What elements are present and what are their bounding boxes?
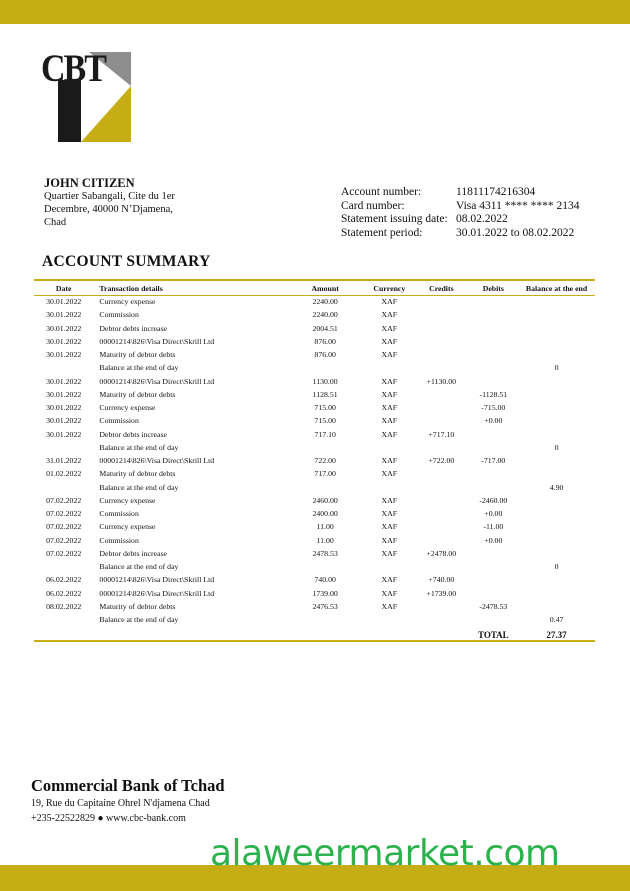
cell-amount: 876.00 [314, 350, 336, 360]
cell-credit: +722.00 [428, 456, 455, 466]
cell-date [34, 560, 93, 573]
cell-debit [469, 428, 519, 441]
cell-currency: XAF [381, 336, 398, 346]
table-row [34, 401, 595, 414]
cell-date [34, 613, 93, 626]
cell-credit [414, 441, 468, 454]
cell-currency: XAF [381, 350, 398, 360]
cell-details: Balance at the end of day [99, 562, 179, 572]
cell-balance [518, 494, 595, 507]
cell-debit [469, 560, 519, 573]
cell-credit: +717.10 [428, 429, 455, 439]
cell-amount: 740.00 [314, 575, 336, 585]
cell-debit: -1128.51 [479, 389, 508, 399]
transactions-body [34, 295, 595, 626]
cell-currency: XAF [381, 469, 398, 479]
table-row [34, 348, 595, 361]
cell-amount [286, 560, 365, 573]
cell-debit [469, 308, 519, 321]
cell-credit: +1739.00 [426, 588, 457, 598]
table-row [34, 414, 595, 427]
field-label: Card number: [341, 199, 405, 212]
cell-balance [518, 308, 595, 321]
table-row [34, 388, 595, 401]
field-value: 30.01.2022 to 08.02.2022 [456, 226, 575, 239]
cell-currency [365, 361, 415, 374]
cell-amount: 717.00 [314, 469, 336, 479]
cell-details: Balance at the end of day [99, 442, 179, 452]
cell-debit [469, 441, 519, 454]
cell-currency: XAF [381, 403, 398, 413]
cell-credit [414, 600, 468, 613]
cell-debit [469, 348, 519, 361]
cell-details: Currency expense [99, 403, 156, 413]
cell-amount: 876.00 [314, 336, 336, 346]
cell-date: 06.02.2022 [46, 588, 82, 598]
cell-currency: XAF [381, 376, 398, 386]
cell-date: 06.02.2022 [46, 575, 82, 585]
cell-credit [414, 361, 468, 374]
cell-debit: +0.00 [484, 416, 503, 426]
cell-amount: 717.10 [314, 429, 336, 439]
cell-balance [518, 295, 595, 308]
table-bottom-rule [34, 640, 595, 642]
cell-balance [518, 573, 595, 586]
cell-currency: XAF [381, 548, 398, 558]
cell-currency: XAF [381, 323, 398, 333]
table-row [34, 600, 595, 613]
cell-credit [414, 348, 468, 361]
cell-balance: 0.47 [549, 615, 564, 625]
table-row [34, 573, 595, 586]
cell-date: 30.01.2022 [46, 403, 82, 413]
cell-currency: XAF [381, 310, 398, 320]
cell-balance: 0 [554, 363, 559, 373]
cell-details: Debtor debts increase [99, 548, 167, 558]
cell-credit [414, 388, 468, 401]
cell-currency: XAF [381, 588, 398, 598]
cell-currency: XAF [381, 601, 398, 611]
cell-credit [414, 560, 468, 573]
table-row [34, 308, 595, 321]
transactions-table [34, 281, 595, 643]
field-label: Statement issuing date: [341, 213, 448, 225]
table-row [34, 481, 595, 494]
cell-debit: -715.00 [481, 403, 506, 413]
column-header: Balance at the end [525, 283, 588, 293]
total-label: TOTAL [477, 629, 509, 640]
cell-details: 00001214\826\Visa Direct\Skrill Ltd [99, 376, 215, 386]
address-line: Decembre, 40000 N’Djamena, [44, 204, 173, 215]
cell-debit: -2460.00 [479, 495, 508, 505]
cell-amount: 715.00 [314, 403, 336, 413]
cell-amount: 2478.53 [312, 548, 338, 558]
cell-credit [414, 295, 468, 308]
table-row [34, 428, 595, 441]
cell-amount [286, 441, 365, 454]
cell-balance [518, 375, 595, 388]
cell-date: 30.01.2022 [46, 323, 82, 333]
cell-amount: 11.00 [316, 535, 334, 545]
table-row [34, 520, 595, 533]
cell-debit [469, 613, 519, 626]
watermark-text: alaweermarket.com [210, 833, 560, 874]
bank-address: 19, Rue du Capitaine Ohrel N'djamena Chad [31, 798, 210, 809]
cell-amount: 2240.00 [312, 297, 338, 307]
cell-date [34, 481, 93, 494]
address-line: Quartier Sabangali, Cite du 1er [44, 191, 175, 202]
cell-details: Currency expense [99, 495, 156, 505]
column-header: Date [55, 283, 72, 293]
cell-currency: XAF [381, 416, 398, 426]
cell-details: Balance at the end of day [99, 482, 179, 492]
table-row [34, 361, 595, 374]
cell-date: 01.02.2022 [46, 469, 82, 479]
cell-amount: 1739.00 [312, 588, 338, 598]
cell-details: Balance at the end of day [99, 363, 179, 373]
cell-balance [518, 322, 595, 335]
cell-details: Debtor debts increase [99, 323, 167, 333]
cell-debit: -2478.53 [479, 601, 508, 611]
cell-currency: XAF [381, 509, 398, 519]
cell-balance [518, 547, 595, 560]
cell-currency: XAF [381, 575, 398, 585]
cell-balance [518, 388, 595, 401]
cell-debit: -11.00 [483, 522, 504, 532]
cell-date: 30.01.2022 [46, 336, 82, 346]
cell-credit [414, 322, 468, 335]
cell-currency [365, 441, 415, 454]
cell-debit [469, 467, 519, 480]
cell-debit: +0.00 [484, 535, 503, 545]
cell-details: Maturity of debtor debts [99, 350, 176, 360]
cell-details: Commission [99, 509, 139, 519]
cell-date: 30.01.2022 [46, 376, 82, 386]
cell-amount: 722.00 [314, 456, 336, 466]
table-row [34, 441, 595, 454]
customer-address-block [44, 176, 175, 229]
cell-details: Commission [99, 310, 139, 320]
table-row [34, 507, 595, 520]
table-row [34, 587, 595, 600]
cell-amount: 1130.00 [312, 376, 338, 386]
bank-logo [41, 47, 133, 142]
cell-credit [414, 414, 468, 427]
cell-balance [518, 335, 595, 348]
address-line: Chad [44, 217, 67, 228]
cell-balance [518, 600, 595, 613]
cell-date: 30.01.2022 [46, 416, 82, 426]
cell-details: 00001214\826\Visa Direct\Skrill Ltd [99, 456, 215, 466]
cell-balance [518, 401, 595, 414]
cell-details: Currency expense [99, 297, 156, 307]
cell-credit: +740.00 [428, 575, 455, 585]
field-label: Account number: [341, 186, 422, 198]
cell-balance [518, 507, 595, 520]
cell-date: 07.02.2022 [46, 548, 82, 558]
cell-date: 30.01.2022 [46, 297, 82, 307]
cell-currency [365, 560, 415, 573]
cell-details: Maturity of debtor debts [99, 469, 176, 479]
cell-debit [469, 361, 519, 374]
account-number-row [341, 186, 579, 200]
cell-debit [469, 547, 519, 560]
cell-details: Balance at the end of day [99, 615, 179, 625]
column-header: Currency [373, 283, 406, 293]
cell-date: 30.01.2022 [46, 350, 82, 360]
table-row [34, 335, 595, 348]
table-row [34, 295, 595, 308]
cell-balance [518, 520, 595, 533]
cell-details: 00001214\826\Visa Direct\Skrill Ltd [99, 336, 215, 346]
table-row [34, 322, 595, 335]
cell-credit [414, 481, 468, 494]
field-value: 08.02.2022 [456, 213, 508, 225]
cell-amount: 1128.51 [312, 389, 338, 399]
table-row [34, 375, 595, 388]
statement-period-row [341, 227, 579, 241]
field-value: 11811174216304 [456, 186, 536, 198]
cell-amount: 2460.00 [312, 495, 338, 505]
cell-currency [365, 481, 415, 494]
table-row [34, 534, 595, 547]
cell-amount [286, 361, 365, 374]
column-header: Debits [482, 283, 504, 293]
cell-amount [286, 481, 365, 494]
table-row [34, 467, 595, 480]
cell-balance [518, 587, 595, 600]
cell-currency: XAF [381, 389, 398, 399]
cell-balance [518, 348, 595, 361]
account-info-block [341, 186, 579, 240]
cell-debit: -717.00 [481, 456, 506, 466]
cell-currency: XAF [381, 456, 398, 466]
cell-date: 30.01.2022 [46, 310, 82, 320]
cell-credit [414, 613, 468, 626]
table-row [34, 454, 595, 467]
cell-date: 07.02.2022 [46, 509, 82, 519]
cell-date: 07.02.2022 [46, 495, 82, 505]
cell-balance [518, 534, 595, 547]
logo-text: CBT [41, 47, 105, 90]
cell-credit: +2478.00 [426, 548, 457, 558]
cell-credit [414, 401, 468, 414]
column-header: Transaction details [99, 283, 163, 293]
cell-balance: 0 [554, 562, 559, 572]
cell-credit [414, 308, 468, 321]
column-header: Credits [429, 283, 454, 293]
cell-date: 30.01.2022 [46, 429, 82, 439]
cell-amount: 2240.00 [312, 310, 338, 320]
account-summary-title: ACCOUNT SUMMARY [42, 253, 211, 270]
cell-credit [414, 467, 468, 480]
cell-debit [469, 375, 519, 388]
field-label: Statement period: [341, 226, 423, 239]
cell-debit [469, 335, 519, 348]
cell-currency: XAF [381, 535, 398, 545]
cell-amount: 2004.51 [312, 323, 338, 333]
cell-amount [286, 613, 365, 626]
total-value: 27.37 [546, 629, 567, 640]
cell-balance [518, 467, 595, 480]
cell-credit: +1130.00 [426, 376, 457, 386]
top-accent-bar [0, 0, 630, 24]
cell-currency: XAF [381, 522, 398, 532]
cell-credit [414, 534, 468, 547]
bank-footer [31, 776, 225, 825]
cell-details: 00001214\826\Visa Direct\Skrill Ltd [99, 575, 215, 585]
cell-credit [414, 507, 468, 520]
cell-details: Maturity of debtor debts [99, 389, 176, 399]
cell-currency: XAF [381, 429, 398, 439]
cell-amount: 715.00 [314, 416, 336, 426]
cell-balance: 0 [554, 442, 559, 452]
cell-details: Maturity of debtor debts [99, 601, 176, 611]
cell-details: Commission [99, 416, 139, 426]
cell-amount: 2400.00 [312, 509, 338, 519]
cell-debit [469, 322, 519, 335]
cell-date [34, 441, 93, 454]
cell-balance: 4.90 [549, 482, 564, 492]
column-header: Amount [311, 283, 339, 293]
cell-date [34, 361, 93, 374]
cell-balance [518, 454, 595, 467]
issuing-date-row [341, 213, 579, 227]
table-row [34, 613, 595, 626]
cell-details: Commission [99, 535, 139, 545]
cell-credit [414, 494, 468, 507]
table-header-row [34, 281, 595, 295]
card-number-row [341, 200, 579, 214]
cell-currency: XAF [381, 297, 398, 307]
field-value: Visa 4311 **** **** 2134 [456, 199, 580, 212]
cell-date: 07.02.2022 [46, 535, 82, 545]
cell-details: Debtor debts increase [99, 429, 167, 439]
cell-debit [469, 587, 519, 600]
cell-credit [414, 335, 468, 348]
cell-date: 31.01.2022 [46, 456, 82, 466]
cell-date: 30.01.2022 [46, 389, 82, 399]
cell-details: 00001214\826\Visa Direct\Skrill Ltd [99, 588, 215, 598]
cell-currency [365, 613, 415, 626]
cell-credit [414, 520, 468, 533]
cell-currency: XAF [381, 495, 398, 505]
cell-date: 08.02.2022 [46, 601, 82, 611]
customer-name: JOHN CITIZEN [44, 176, 135, 190]
cell-amount: 2476.53 [312, 601, 338, 611]
bank-contact: +235-22522829 ● www.cbc-bank.com [31, 812, 186, 824]
cell-debit: +0.00 [484, 509, 503, 519]
table-row [34, 547, 595, 560]
bank-name: Commercial Bank of Tchad [31, 776, 225, 795]
cell-debit [469, 481, 519, 494]
cell-balance [518, 428, 595, 441]
cell-debit [469, 573, 519, 586]
cell-amount: 11.00 [316, 522, 334, 532]
cell-debit [469, 295, 519, 308]
cell-date: 07.02.2022 [46, 522, 82, 532]
table-row [34, 494, 595, 507]
table-row [34, 560, 595, 573]
cell-details: Currency expense [99, 522, 156, 532]
cell-balance [518, 414, 595, 427]
